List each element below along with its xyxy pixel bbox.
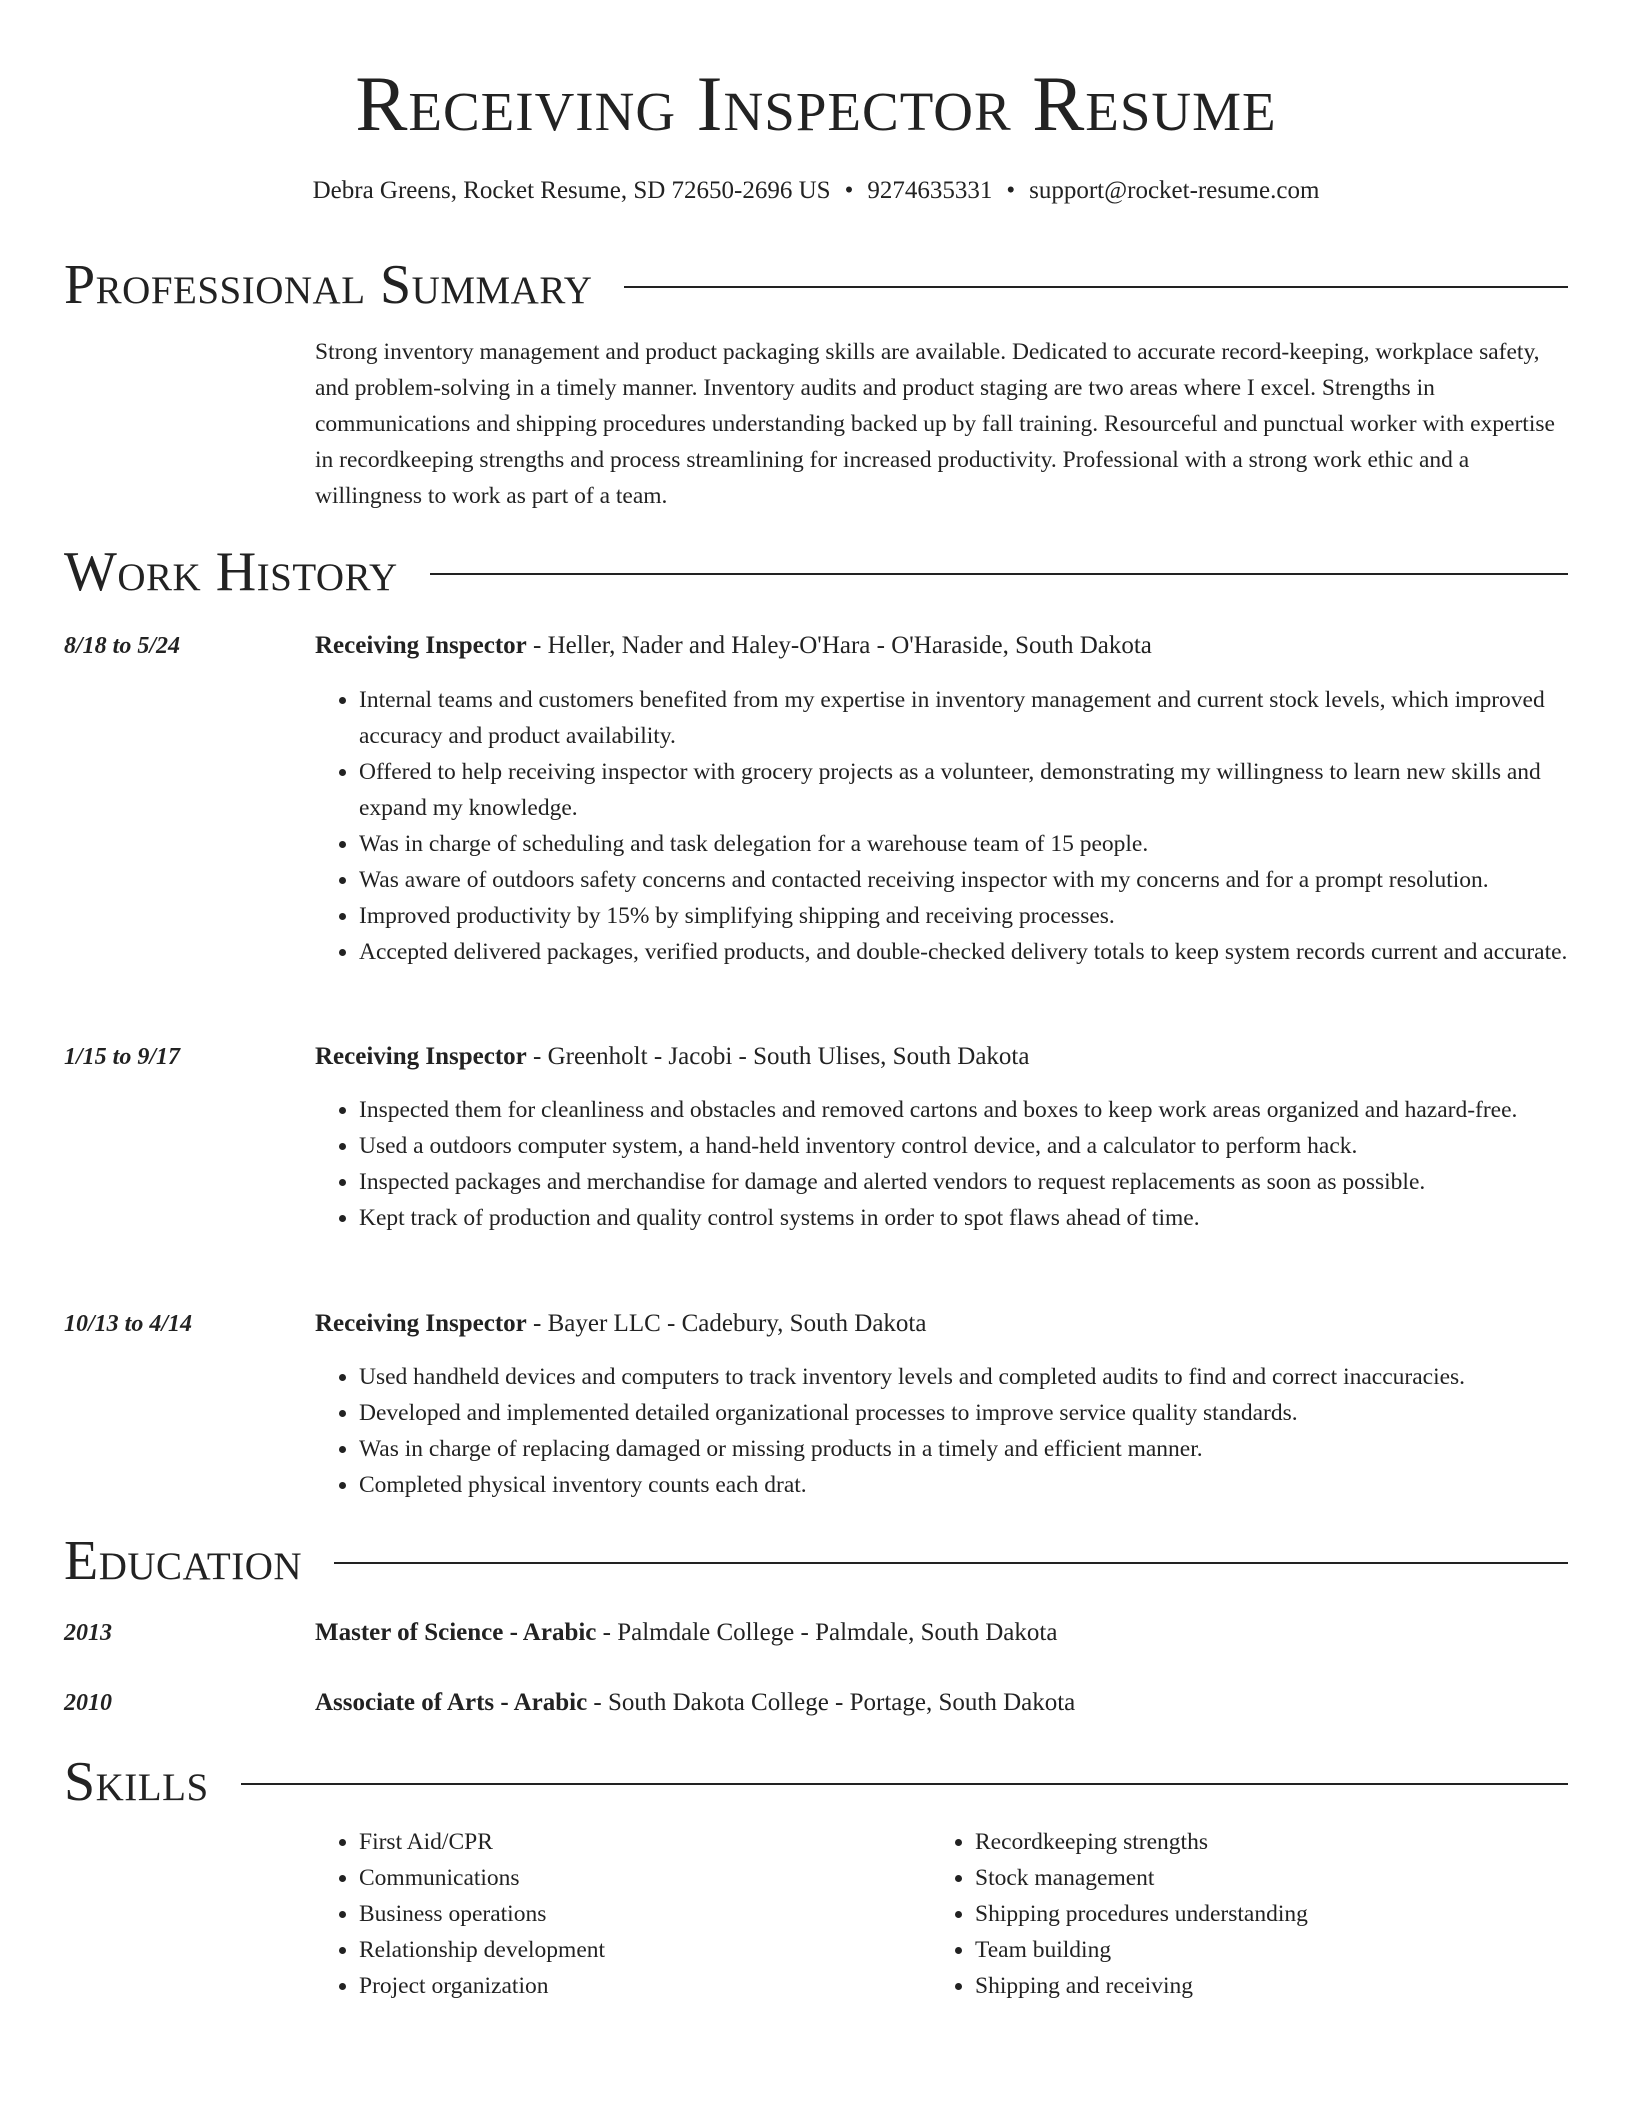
job-details: - Bayer LLC - Cadebury, South Dakota	[526, 1310, 927, 1337]
summary-text: Strong inventory management and product packaging skills are available. Dedicated to accurate record-keeping, workplace safety, and problem-solving in a timely manner. Inventory audits and product staging are two areas where I excel. Strengths in communications and shipping procedures understanding backed up by fall training. Resourceful and punctual worker with expertise in recordkeeping strengths and process streamlining for increased productivity. Professional with a strong work ethic and a willingness to work as part of a team.	[315, 339, 1555, 509]
job-bullet: • Improved productivity by 15% by simplifying shipping and receiving processes.	[359, 898, 1568, 934]
job-title: Receiving Inspector	[315, 1310, 527, 1337]
education-entry	[64, 1615, 1568, 1655]
job-bullet: • Accepted delivered packages, verified products, and double-checked delivery totals to keep system records current and accurate.	[359, 934, 1568, 970]
contact-line	[64, 174, 1568, 208]
section-header-summary	[64, 250, 1568, 320]
contact-address: Debra Greens, Rocket Resume, SD 72650-2696 US	[312, 177, 831, 204]
contact-separator: •	[1006, 177, 1016, 204]
section-divider	[334, 1562, 1568, 1564]
job-dates: 1/15 to 9/17	[64, 1044, 181, 1070]
education-heading	[315, 1615, 1057, 1651]
skill-item: • Shipping and receiving	[975, 1968, 1612, 2004]
section-header-skills	[64, 1747, 1568, 1817]
skills-list-left	[315, 1824, 975, 2004]
skill-item: • Relationship development	[359, 1932, 975, 1968]
job-bullets	[315, 1359, 1568, 1503]
job-bullet: • Used a outdoors computer system, a hand-held inventory control device, and a calculator to perform hack.	[359, 1128, 1568, 1164]
contact-separator: •	[844, 177, 854, 204]
skill-item: • Shipping procedures understanding	[975, 1896, 1612, 1932]
job-dates: 10/13 to 4/14	[64, 1311, 193, 1337]
section-divider	[430, 573, 1568, 575]
job-bullet: • Used handheld devices and computers to track inventory levels and completed audits to find and correct inaccuracies.	[359, 1359, 1568, 1395]
job-bullet: • Was in charge of replacing damaged or missing products in a timely and efficient manner.	[359, 1431, 1568, 1467]
education-details: - South Dakota College - Portage, South Dakota	[587, 1689, 1076, 1716]
job-bullets	[315, 682, 1568, 970]
job-bullet: • Internal teams and customers benefited from my expertise in inventory management and current stock levels, which improved accuracy and product availability.	[359, 682, 1568, 754]
education-degree: Associate of Arts - Arabic	[315, 1689, 588, 1716]
skill-item: • Business operations	[359, 1896, 975, 1932]
contact-phone: 9274635331	[867, 177, 993, 204]
job-bullet: • Inspected packages and merchandise for damage and alerted vendors to request replacements as soon as possible.	[359, 1164, 1568, 1200]
job-bullet: • Kept track of production and quality control systems in order to spot flaws ahead of time.	[359, 1200, 1568, 1236]
skill-item: • Team building	[975, 1932, 1612, 1968]
job-heading	[315, 628, 1568, 664]
job-bullets	[315, 1092, 1568, 1236]
education-entry	[64, 1685, 1568, 1725]
job-heading	[315, 1306, 1568, 1342]
skill-item: • Stock management	[975, 1860, 1612, 1896]
skill-item: • Communications	[359, 1860, 975, 1896]
job-details: - Greenholt - Jacobi - South Ulises, South Dakota	[526, 1043, 1030, 1070]
education-degree: Master of Science - Arabic	[315, 1619, 597, 1646]
job-bullet: • Was aware of outdoors safety concerns and contacted receiving inspector with my concerns and for a prompt resolution.	[359, 862, 1568, 898]
education-year: 2013	[64, 1620, 112, 1646]
job-dates: 8/18 to 5/24	[64, 633, 181, 659]
education-details: - Palmdale College - Palmdale, South Dakota	[596, 1619, 1058, 1646]
section-title-skills: Skills	[64, 1751, 209, 1813]
job-details: - Heller, Nader and Haley-O'Hara - O'Haraside, South Dakota	[526, 632, 1152, 659]
contact-email: support@rocket-resume.com	[1029, 177, 1320, 204]
section-title-education: Education	[64, 1530, 303, 1592]
job-title: Receiving Inspector	[315, 632, 527, 659]
job-bullet: • Developed and implemented detailed organizational processes to improve service quality standards.	[359, 1395, 1568, 1431]
skill-item: • First Aid/CPR	[359, 1824, 975, 1860]
skill-item: • Recordkeeping strengths	[975, 1824, 1612, 1860]
section-divider	[241, 1783, 1568, 1785]
section-divider	[624, 286, 1568, 288]
job-bullet: • Was in charge of scheduling and task delegation for a warehouse team of 15 people.	[359, 826, 1568, 862]
section-title-work: Work History	[64, 541, 398, 603]
section-title-summary: Professional Summary	[64, 254, 593, 316]
section-header-work	[64, 537, 1568, 607]
resume-title: Receiving Inspector Resume	[355, 60, 1277, 147]
education-heading	[315, 1685, 1075, 1721]
section-header-education	[64, 1526, 1568, 1596]
education-year: 2010	[64, 1690, 112, 1716]
job-bullet: • Offered to help receiving inspector with grocery projects as a volunteer, demonstrating my willingness to learn new skills and expand my knowledge.	[359, 754, 1568, 826]
skill-item: • Project organization	[359, 1968, 975, 2004]
job-bullet: • Inspected them for cleanliness and obstacles and removed cartons and boxes to keep work areas organized and hazard-free.	[359, 1092, 1568, 1128]
job-bullet: • Completed physical inventory counts each drat.	[359, 1467, 1568, 1503]
job-title: Receiving Inspector	[315, 1043, 527, 1070]
skills-list-right	[931, 1824, 1612, 2004]
job-heading	[315, 1039, 1568, 1075]
